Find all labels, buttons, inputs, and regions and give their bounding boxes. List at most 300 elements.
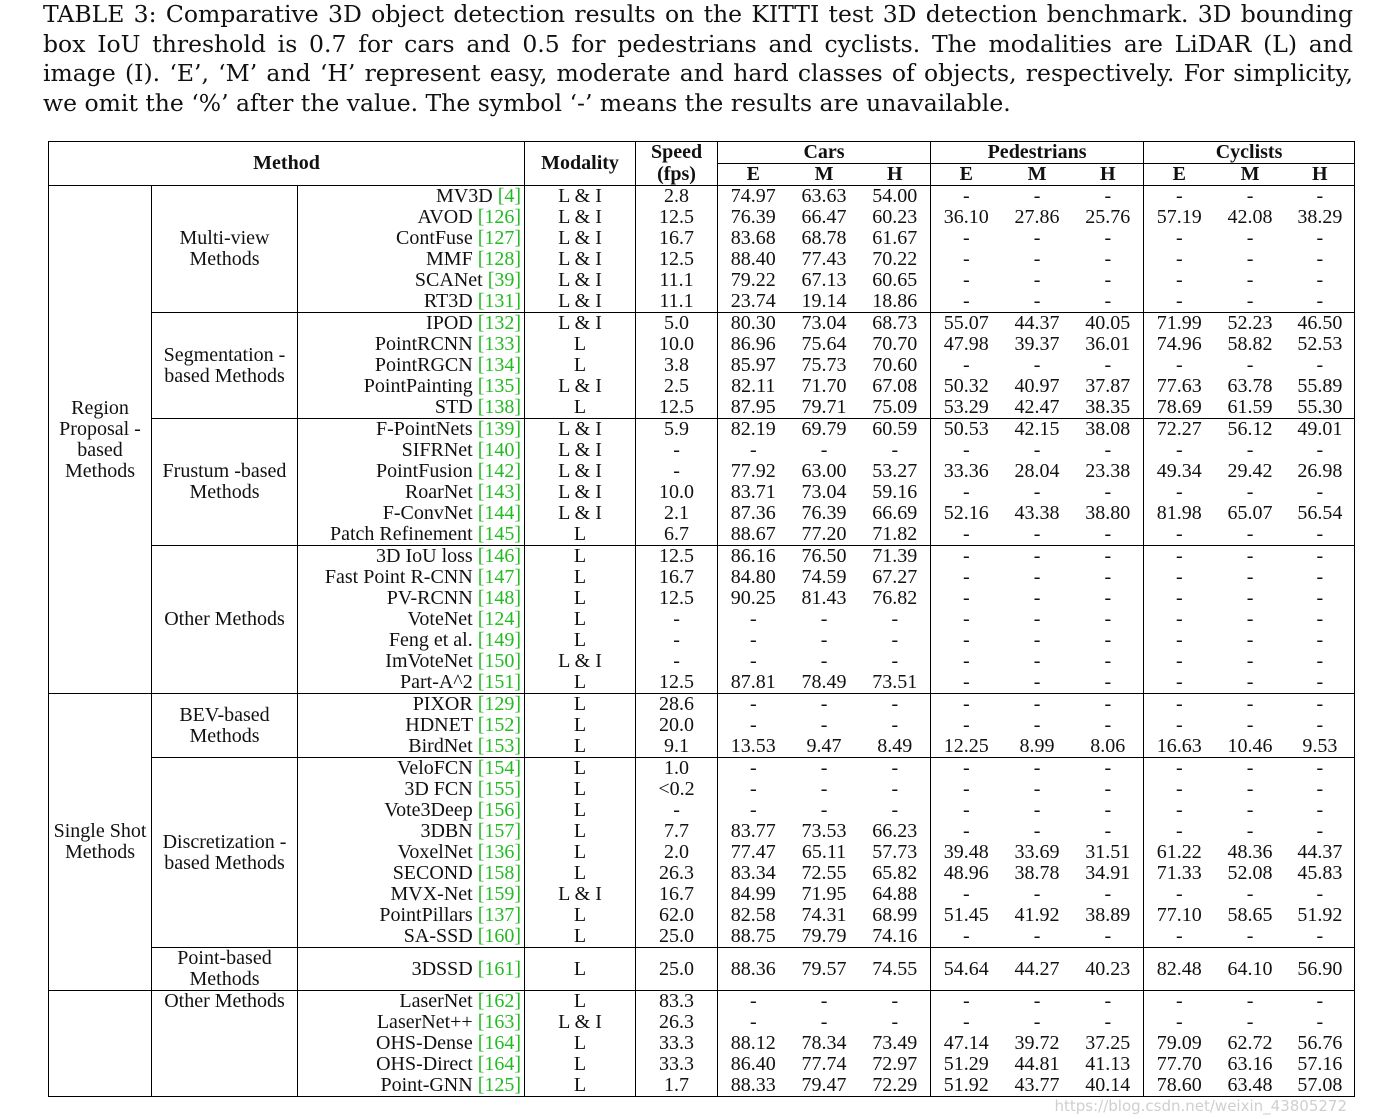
method-name: MV3D <box>436 185 493 207</box>
value-cell: - <box>1246 567 1254 588</box>
modality-cell: L & I <box>525 186 636 208</box>
value-cell: 77.20 <box>801 524 847 545</box>
modality-cell: L <box>525 567 636 588</box>
citation-link[interactable]: [131] <box>477 291 522 312</box>
value-cell: 60.23 <box>860 207 931 228</box>
method-name: LaserNet++ <box>376 1012 473 1033</box>
method-name-cell <box>298 651 525 672</box>
value-cell: 61.59 <box>1227 397 1273 418</box>
citation-link[interactable]: [126] <box>477 207 522 228</box>
value-cell: - <box>718 991 789 1013</box>
value-cell: - <box>1073 440 1144 461</box>
citation-link[interactable]: [134] <box>477 355 522 376</box>
value-cell: - <box>860 800 931 821</box>
value-cell: 44.37 <box>1002 313 1073 335</box>
value-cell: - <box>1033 270 1041 291</box>
header-cyclists: Cyclists <box>1144 142 1355 164</box>
value-cell: 86.16 <box>718 546 789 568</box>
value-cell: 38.35 <box>1073 397 1144 419</box>
speed-cell: 62.0 <box>636 905 718 926</box>
citation-link[interactable]: [135] <box>477 376 522 397</box>
speed-cell: 25.0 <box>636 948 718 991</box>
value-cell: - <box>860 609 931 630</box>
value-cell: - <box>860 651 931 672</box>
citation-link[interactable]: [128] <box>477 249 522 270</box>
method-name-cell <box>298 588 525 609</box>
value-cell: 39.72 <box>1014 1033 1060 1054</box>
value-cell: 75.09 <box>860 397 931 419</box>
value-cell: 75.64 <box>801 334 847 355</box>
method-name: MMF <box>426 249 473 270</box>
value-cell: 71.39 <box>860 546 931 568</box>
value-cell: 8.49 <box>860 736 931 758</box>
modality-cell: L & I <box>525 1012 636 1033</box>
method-name: PIXOR <box>412 693 473 715</box>
modality-cell: L & I <box>525 376 636 397</box>
citation-link[interactable]: [153] <box>477 736 522 757</box>
value-cell: 66.23 <box>860 821 931 842</box>
value-cell: - <box>1286 651 1355 672</box>
citation-link[interactable]: [156] <box>477 800 522 821</box>
value-cell: 29.42 <box>1227 461 1273 482</box>
speed-cell: 11.1 <box>636 270 718 291</box>
value-cell: - <box>1073 482 1144 503</box>
citation-link[interactable]: [154] <box>477 757 522 779</box>
value-cell: - <box>1286 524 1355 546</box>
value-cell: - <box>1002 546 1073 568</box>
speed-cell: 12.5 <box>636 588 718 609</box>
method-name-cell <box>298 863 525 884</box>
value-cell: 58.82 <box>1227 334 1273 355</box>
method-name-cell <box>298 1012 525 1033</box>
value-cell: - <box>1175 291 1183 312</box>
value-cell: - <box>1286 186 1355 208</box>
header-sub: H <box>1286 164 1355 186</box>
citation-link[interactable]: [39] <box>487 270 522 291</box>
citation-link[interactable]: [147] <box>477 567 522 588</box>
value-cell: 59.16 <box>860 482 931 503</box>
value-cell: 16.63 <box>1156 736 1202 757</box>
value-cell: - <box>1033 779 1041 800</box>
method-name: ImVoteNet <box>385 651 473 672</box>
value-cell: - <box>749 715 757 736</box>
speed-cell: 7.7 <box>636 821 718 842</box>
value-cell: - <box>962 651 970 672</box>
citation-link[interactable]: [145] <box>477 524 522 545</box>
value-cell: 86.40 <box>730 1054 776 1075</box>
value-cell: 79.57 <box>789 948 860 991</box>
value-cell: - <box>749 779 757 800</box>
value-cell: 88.67 <box>730 524 776 545</box>
citation-link[interactable]: [162] <box>477 990 522 1012</box>
method-name: PV-RCNN <box>386 588 473 609</box>
value-cell: - <box>1144 546 1215 568</box>
header-sub: E <box>746 163 760 185</box>
modality-cell: L <box>525 926 636 948</box>
value-cell: 65.11 <box>801 842 847 863</box>
value-cell: - <box>820 651 828 672</box>
citation-link[interactable]: [146] <box>477 545 522 567</box>
citation-link[interactable]: [138] <box>477 397 522 418</box>
category-label: Multi-view Methods <box>152 186 298 313</box>
value-cell: 10.46 <box>1227 736 1273 757</box>
value-cell: - <box>1286 249 1355 270</box>
citation-link[interactable]: [152] <box>477 715 522 736</box>
value-cell: - <box>1246 291 1254 312</box>
value-cell: 72.97 <box>860 1054 931 1075</box>
citation-link[interactable]: [164] <box>477 1054 522 1075</box>
speed-cell: 2.8 <box>636 186 718 208</box>
value-cell: - <box>1246 482 1254 503</box>
value-cell: 28.04 <box>1014 461 1060 482</box>
value-cell: 38.08 <box>1073 419 1144 441</box>
value-cell: 84.99 <box>730 884 776 905</box>
value-cell: 43.77 <box>1014 1075 1060 1096</box>
method-name: Feng et al. <box>388 630 473 651</box>
value-cell: 31.51 <box>1073 842 1144 863</box>
value-cell: 90.25 <box>730 588 776 609</box>
value-cell: - <box>1246 1012 1254 1033</box>
citation-link[interactable]: [124] <box>477 609 522 630</box>
table-row <box>49 546 1355 568</box>
citation-link[interactable]: [4] <box>497 185 522 207</box>
method-name-cell <box>298 694 525 716</box>
value-cell: 76.82 <box>860 588 931 609</box>
value-cell: - <box>962 609 970 630</box>
modality-cell: L <box>525 1033 636 1054</box>
method-name-cell <box>298 905 525 926</box>
speed-cell: 28.6 <box>636 694 718 716</box>
value-cell: - <box>1286 609 1355 630</box>
value-cell: 63.48 <box>1227 1075 1273 1096</box>
method-name: PointPillars <box>379 905 473 926</box>
modality-cell: L <box>525 630 636 651</box>
value-cell: 57.16 <box>1286 1054 1355 1075</box>
value-cell: - <box>1246 821 1254 842</box>
value-cell: - <box>789 694 860 716</box>
value-cell: - <box>789 991 860 1013</box>
table-row <box>49 694 1355 716</box>
value-cell: 72.55 <box>801 863 847 884</box>
value-cell: - <box>1002 991 1073 1013</box>
value-cell: - <box>962 800 970 821</box>
value-cell: - <box>1002 694 1073 716</box>
method-name-cell <box>298 546 525 568</box>
value-cell: 56.12 <box>1215 419 1286 441</box>
value-cell: 79.47 <box>801 1075 847 1096</box>
value-cell: - <box>1286 440 1355 461</box>
value-cell: 60.65 <box>860 270 931 291</box>
method-name-cell <box>298 503 525 524</box>
value-cell: 9.53 <box>1286 736 1355 758</box>
value-cell: - <box>1246 884 1254 905</box>
value-cell: 54.00 <box>860 186 931 208</box>
citation-link[interactable]: [157] <box>477 821 522 842</box>
method-name-cell <box>298 821 525 842</box>
method-name: PointPainting <box>363 376 473 397</box>
value-cell: 82.48 <box>1144 948 1215 991</box>
value-cell: 78.60 <box>1156 1075 1202 1096</box>
value-cell: 66.47 <box>801 207 847 228</box>
modality-cell: L & I <box>525 207 636 228</box>
value-cell: 55.30 <box>1286 397 1355 419</box>
method-name-cell <box>298 249 525 270</box>
value-cell: 85.97 <box>730 355 776 376</box>
speed-cell: 12.5 <box>636 397 718 419</box>
modality-cell: L & I <box>525 313 636 335</box>
value-cell: 39.48 <box>943 842 989 863</box>
citation-link[interactable]: [164] <box>477 1033 522 1054</box>
value-cell: - <box>962 270 970 291</box>
value-cell: 25.76 <box>1073 207 1144 228</box>
speed-cell: 2.5 <box>636 376 718 397</box>
citation-link[interactable]: [161] <box>477 957 522 980</box>
value-cell: 74.96 <box>1156 334 1202 355</box>
value-cell: 46.50 <box>1286 313 1355 335</box>
citation-link[interactable]: [163] <box>477 1012 522 1033</box>
table-header <box>49 142 1355 186</box>
citation-link[interactable]: [160] <box>477 926 522 947</box>
value-cell: 49.34 <box>1156 461 1202 482</box>
citation-link[interactable]: [148] <box>477 588 522 609</box>
citation-link[interactable]: [144] <box>477 503 522 524</box>
value-cell: 48.36 <box>1227 842 1273 863</box>
speed-cell: - <box>636 651 718 672</box>
value-cell: - <box>820 630 828 651</box>
method-name: 3DSSD <box>411 957 473 980</box>
value-cell: 88.36 <box>718 948 789 991</box>
method-name: IPOD <box>426 312 473 334</box>
value-cell: - <box>718 758 789 780</box>
value-cell: - <box>1073 609 1144 630</box>
value-cell: - <box>1033 228 1041 249</box>
value-cell: - <box>749 1012 757 1033</box>
value-cell: - <box>1175 800 1183 821</box>
value-cell: 23.74 <box>730 291 776 312</box>
header-sub: M <box>1240 163 1260 185</box>
value-cell: 88.33 <box>730 1075 776 1096</box>
value-cell: 64.10 <box>1215 948 1286 991</box>
value-cell: 71.33 <box>1156 863 1202 884</box>
modality-cell: L <box>525 672 636 694</box>
value-cell: - <box>749 440 757 461</box>
value-cell: - <box>860 440 931 461</box>
speed-cell: 6.7 <box>636 524 718 546</box>
modality-cell: L <box>525 948 636 991</box>
method-name-cell <box>298 313 525 335</box>
citation-link[interactable]: [158] <box>477 863 522 884</box>
citation-link[interactable]: [139] <box>477 418 522 440</box>
value-cell: 81.98 <box>1156 503 1202 524</box>
method-name: VoxelNet <box>397 842 473 863</box>
value-cell: - <box>1033 609 1041 630</box>
method-name: Fast Point R-CNN <box>324 567 473 588</box>
category-label: Point-based Methods <box>152 948 298 991</box>
modality-cell: L <box>525 905 636 926</box>
value-cell: - <box>1073 567 1144 588</box>
value-cell: 73.51 <box>860 672 931 694</box>
citation-link[interactable]: [136] <box>477 842 522 863</box>
citation-link[interactable]: [159] <box>477 884 522 905</box>
value-cell: 23.38 <box>1073 461 1144 482</box>
table-caption: TABLE 3: Comparative 3D object detection results on the KITTI test 3D detection benchmark. 3D bounding box IoU threshold is 0.7 for cars and 0.5 for pedestrians and cyclists. The modalities are LiDAR (L) and image (I). ‘E’, ‘M’ and ‘H’ represent easy, moderate and hard classes of objects, respectively. For simplicity, we omit the ‘%’ after the value. The symbol ‘-’ means the results are unavailable. <box>43 0 1353 117</box>
citation-link[interactable]: [133] <box>477 334 522 355</box>
value-cell: - <box>1215 758 1286 780</box>
value-cell: - <box>1286 926 1355 948</box>
value-cell: 42.15 <box>1002 419 1073 441</box>
value-cell: - <box>1215 991 1286 1013</box>
value-cell: - <box>1175 482 1183 503</box>
value-cell: - <box>1073 926 1144 948</box>
citation-link[interactable]: [127] <box>477 228 522 249</box>
value-cell: 37.25 <box>1073 1033 1144 1054</box>
value-cell: 79.09 <box>1156 1033 1202 1054</box>
modality-cell: L <box>525 863 636 884</box>
method-name: SA-SSD <box>403 926 473 947</box>
citation-link[interactable]: [125] <box>477 1075 522 1096</box>
value-cell: - <box>1286 884 1355 905</box>
value-cell: 82.58 <box>730 905 776 926</box>
value-cell: - <box>1286 758 1355 780</box>
modality-cell: L <box>525 609 636 630</box>
value-cell: 77.47 <box>730 842 776 863</box>
value-cell: - <box>1286 715 1355 736</box>
table-row <box>49 186 1355 208</box>
value-cell: 45.83 <box>1286 863 1355 884</box>
value-cell: 80.30 <box>718 313 789 335</box>
value-cell: - <box>1033 440 1041 461</box>
table-row <box>49 758 1355 780</box>
speed-cell: 33.3 <box>636 1033 718 1054</box>
value-cell: 56.54 <box>1286 503 1355 524</box>
group-label <box>49 991 152 1097</box>
method-name-cell <box>298 1033 525 1054</box>
value-cell: 74.55 <box>860 948 931 991</box>
modality-cell: L <box>525 334 636 355</box>
method-name-cell <box>298 440 525 461</box>
value-cell: 55.07 <box>931 313 1002 335</box>
method-name-cell <box>298 630 525 651</box>
speed-cell: 12.5 <box>636 249 718 270</box>
method-name-cell <box>298 334 525 355</box>
value-cell: - <box>962 440 970 461</box>
value-cell: 49.01 <box>1286 419 1355 441</box>
value-cell: 52.08 <box>1227 863 1273 884</box>
value-cell: 38.89 <box>1073 905 1144 926</box>
value-cell: 56.90 <box>1286 948 1355 991</box>
value-cell: - <box>789 758 860 780</box>
method-name-cell <box>298 482 525 503</box>
value-cell: 82.11 <box>731 376 776 397</box>
speed-cell: 12.5 <box>636 546 718 568</box>
value-cell: 50.53 <box>931 419 1002 441</box>
value-cell: 69.79 <box>789 419 860 441</box>
method-name: LaserNet <box>399 990 473 1012</box>
header-method: Method <box>49 142 525 186</box>
value-cell: 88.40 <box>730 249 776 270</box>
value-cell: - <box>1033 588 1041 609</box>
value-cell: - <box>1073 1012 1144 1033</box>
citation-link[interactable]: [143] <box>477 482 522 503</box>
value-cell: - <box>931 186 1002 208</box>
value-cell: 76.39 <box>801 503 847 524</box>
citation-link[interactable]: [140] <box>477 440 522 461</box>
value-cell: - <box>1286 270 1355 291</box>
category-label: Discretization -based Methods <box>152 758 298 948</box>
value-cell: 9.47 <box>806 736 842 757</box>
citation-link[interactable]: [137] <box>477 905 522 926</box>
method-name-cell <box>298 567 525 588</box>
value-cell: - <box>1033 715 1041 736</box>
value-cell: - <box>962 821 970 842</box>
modality-cell: L <box>525 758 636 780</box>
value-cell: - <box>1073 758 1144 780</box>
citation-link[interactable]: [142] <box>477 461 522 482</box>
citation-link[interactable]: [129] <box>477 693 522 715</box>
value-cell: 39.37 <box>1014 334 1060 355</box>
value-cell: - <box>1073 186 1144 208</box>
value-cell: - <box>860 694 931 716</box>
value-cell: 67.13 <box>801 270 847 291</box>
citation-link[interactable]: [151] <box>477 672 522 693</box>
value-cell: - <box>1175 651 1183 672</box>
method-name: VeloFCN <box>397 757 473 779</box>
value-cell: - <box>1073 991 1144 1013</box>
value-cell: 74.97 <box>718 186 789 208</box>
method-name: F-ConvNet <box>382 503 473 524</box>
value-cell: - <box>1286 800 1355 821</box>
modality-cell: L & I <box>525 482 636 503</box>
value-cell: 67.27 <box>860 567 931 588</box>
value-cell: - <box>1175 440 1183 461</box>
value-cell: 87.95 <box>730 397 776 418</box>
method-name: PointRCNN <box>374 334 473 355</box>
citation-link[interactable]: [132] <box>477 312 522 334</box>
value-cell: 44.37 <box>1286 842 1355 863</box>
value-cell: 57.08 <box>1286 1075 1355 1097</box>
header-pedestrians: Pedestrians <box>931 142 1144 164</box>
value-cell: - <box>1073 779 1144 800</box>
speed-cell: 16.7 <box>636 567 718 588</box>
value-cell: - <box>1175 630 1183 651</box>
value-cell: - <box>1073 291 1144 313</box>
method-name: OHS-Direct <box>376 1054 473 1075</box>
value-cell: 73.53 <box>801 821 847 842</box>
header-speed: Speed <box>636 142 718 164</box>
citation-link[interactable]: [149] <box>477 630 522 651</box>
value-cell: - <box>1033 482 1041 503</box>
speed-cell: 2.0 <box>636 842 718 863</box>
citation-link[interactable]: [155] <box>477 779 522 800</box>
value-cell: 12.25 <box>943 736 989 757</box>
value-cell: - <box>931 758 1002 780</box>
value-cell: 33.69 <box>1014 842 1060 863</box>
value-cell: - <box>820 800 828 821</box>
method-name: BirdNet <box>408 736 473 757</box>
speed-cell: 33.3 <box>636 1054 718 1075</box>
value-cell: - <box>1215 694 1286 716</box>
value-cell: - <box>749 630 757 651</box>
value-cell: 71.95 <box>801 884 847 905</box>
value-cell: 77.74 <box>801 1054 847 1075</box>
method-name-cell <box>298 609 525 630</box>
citation-link[interactable]: [150] <box>477 651 522 672</box>
value-cell: - <box>1073 884 1144 905</box>
speed-cell: 10.0 <box>636 334 718 355</box>
value-cell: - <box>1286 991 1355 1013</box>
table-row <box>49 419 1355 441</box>
value-cell: - <box>1286 630 1355 651</box>
